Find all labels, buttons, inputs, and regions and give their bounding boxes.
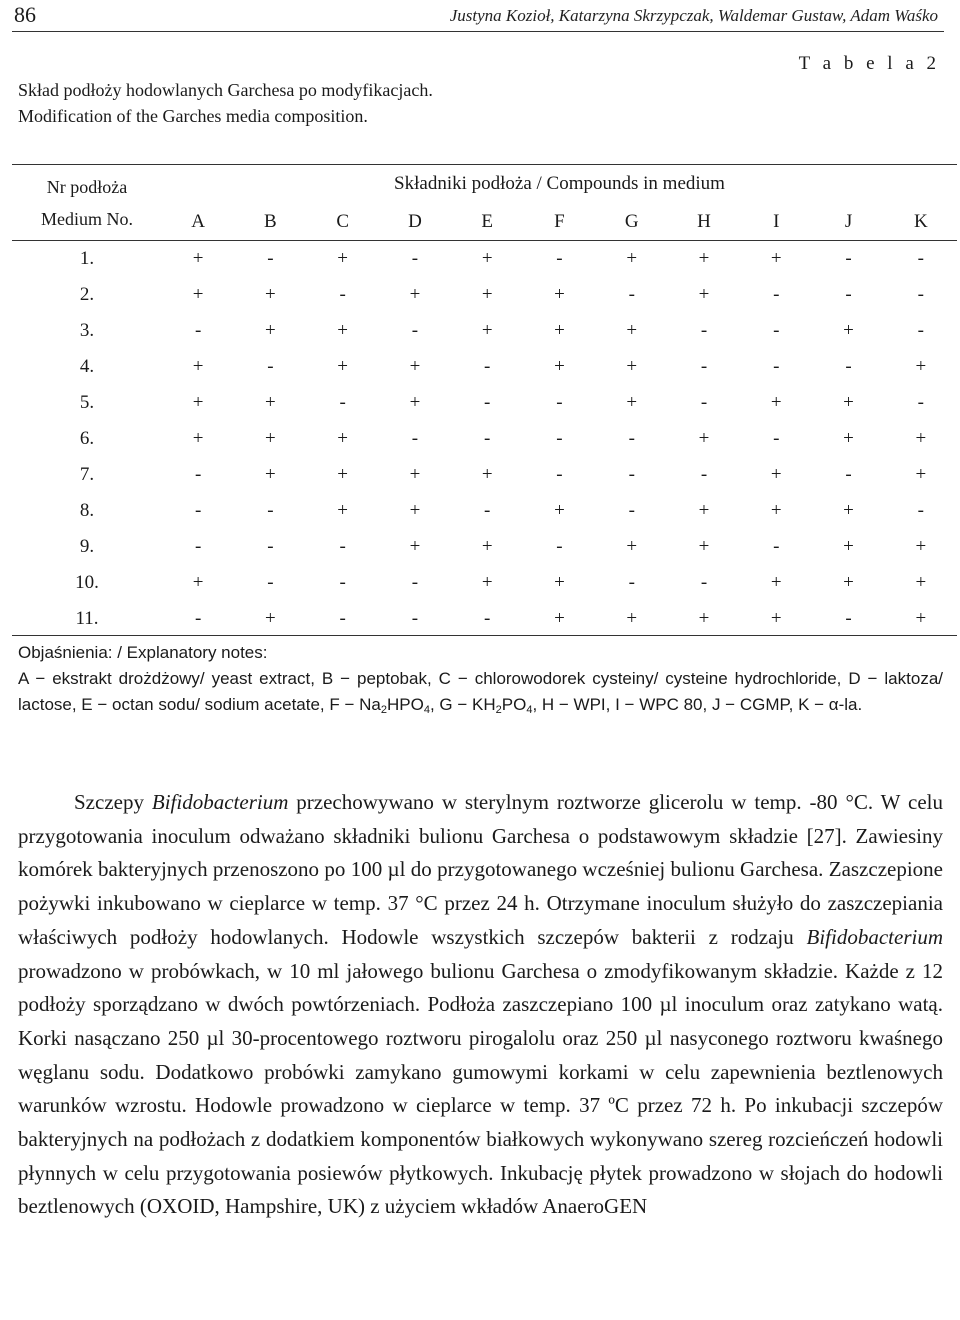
- medium-number: 9.: [79, 536, 95, 557]
- column-header: B: [264, 210, 277, 232]
- column-header: D: [408, 210, 422, 232]
- body-text-run: przechowywano w sterylnym roztworze glicerolu w temp. -80 °C. W celu przygotowania inoculum odważano składniki bulionu Garchesa o podstawowym składzie [27]. Zawiesiny komórek bakteryjnych przenoszono po 100 µl do przygotowanego wcześniej bulionu Garchesa. Zaszczepione pożywki inkubowano w cieplarce w temp. 37 °C przez 24 h. Otrzymane inoculum służyło do zaszczepiania właściwych podłoży hodowlanych. Hodowle wszystkich szczepów bakterii z rodzaju: [18, 790, 943, 949]
- table-cell: -: [773, 428, 780, 449]
- table-cell: -: [267, 572, 274, 593]
- table-cell: +: [554, 356, 565, 377]
- table-cell: +: [843, 392, 854, 413]
- medium-number: 7.: [79, 464, 95, 485]
- body-italic-genus: Bifidobacterium: [806, 924, 943, 949]
- notes-text: , H − WPI, I − WPC 80, J − CGMP, K − α-la.: [532, 695, 863, 714]
- table-cell: -: [628, 500, 635, 521]
- row-header-pl: Nr podłoża: [46, 176, 128, 197]
- table-cell: +: [626, 356, 638, 377]
- table-cell: +: [698, 248, 710, 269]
- table-cell: +: [915, 572, 927, 593]
- table-cell: +: [192, 392, 204, 413]
- table-cell: +: [481, 248, 493, 269]
- table-cell: -: [845, 608, 852, 629]
- table-cell: +: [192, 356, 204, 377]
- table-cell: -: [194, 320, 202, 341]
- table-cell: +: [915, 428, 927, 449]
- table-cell: +: [626, 320, 638, 341]
- table-cell: +: [626, 536, 638, 557]
- notes-sub: 2: [380, 704, 387, 716]
- body-text-run: prowadzono w probówkach, w 10 ml jałowego bulionu Garchesa o zmodyfikowanym składzie. Każde z 12 podłoży sporządzano w dwóch powtórzeniach. Podłoża zaszczepiano 100 µl inoculum oraz zatykano watą. Korki nasączano 250 µl 30-procentowego roztworu pirogalolu oraz 250 µl nasyconego roztworu kwaśnego węglanu sodu. Dodatkowo probówki zamykano gumowymi korkami w celu zapewnienia beztlenowych warunków wzrostu. Hodowle prowadzono w cieplarce w temp. 37 ºC przez 72 h. Po inkubacji szczepów bakteryjnych na podłożach z dodatkiem komponentów białkowych wykonywano szereg rozcieńczeń hodowli płynnych w celu przygotowania posiewów płytkowych. Inkubację płytek prowadzono w słojach do hodowli beztlenowych (OXOID, Hampshire, UK) z użyciem wkładów AnaeroGEN: [18, 958, 943, 1219]
- table-cell: -: [194, 536, 202, 557]
- table-cell: -: [194, 608, 202, 629]
- table-cell: +: [770, 500, 782, 521]
- table-row: [12, 421, 957, 457]
- table-cell: +: [265, 464, 276, 485]
- table-cell: +: [337, 428, 349, 449]
- column-header: G: [624, 210, 639, 232]
- table-cell: -: [700, 392, 708, 413]
- medium-number: 11.: [75, 608, 99, 629]
- table-cell: -: [484, 428, 491, 449]
- notes-text: , G − KH: [429, 695, 496, 714]
- table-cell: +: [626, 248, 638, 269]
- column-header: A: [191, 210, 205, 232]
- table-cell: -: [556, 248, 563, 269]
- medium-number: 3.: [79, 320, 95, 341]
- table-cell: +: [843, 320, 854, 341]
- table-cell: -: [628, 464, 635, 485]
- body-text-run: Szczepy: [74, 790, 152, 814]
- table-cell: +: [915, 464, 927, 485]
- notes-text: HPO: [387, 695, 424, 714]
- table-cell: +: [481, 284, 493, 305]
- table-cell: +: [337, 464, 349, 485]
- table-cell: +: [554, 608, 565, 629]
- table-cell: -: [917, 284, 924, 305]
- table-cell: -: [845, 356, 852, 377]
- table-row: [12, 277, 957, 313]
- medium-number: 6.: [79, 428, 95, 449]
- table-caption-pl: Skład podłoży hodowlanych Garchesa po modyfikacjach.: [18, 80, 433, 100]
- table-cell: -: [917, 392, 924, 413]
- table-cell: -: [484, 356, 491, 377]
- table-cell: -: [917, 320, 924, 341]
- table-row: [12, 493, 957, 529]
- table-cell: -: [411, 248, 419, 269]
- table-cell: +: [481, 572, 493, 593]
- table-cell: -: [917, 500, 924, 521]
- medium-number: 2.: [79, 284, 95, 305]
- column-header: F: [554, 210, 565, 232]
- table-row: [12, 565, 957, 601]
- table-cell: -: [628, 572, 635, 593]
- table-cell: +: [770, 572, 782, 593]
- table-cell: -: [556, 464, 563, 485]
- table-cell: +: [192, 248, 204, 269]
- explanatory-notes: [18, 640, 943, 723]
- table-cell: +: [265, 608, 276, 629]
- table-cell: -: [339, 536, 346, 557]
- table-cell: +: [843, 428, 854, 449]
- table-cell: +: [337, 320, 349, 341]
- table-cell: +: [554, 284, 565, 305]
- table-cell: +: [481, 464, 493, 485]
- notes-title: Objaśnienia: / Explanatory notes:: [18, 643, 268, 662]
- table-cell: -: [484, 608, 491, 629]
- table-cell: -: [267, 356, 274, 377]
- table-cell: +: [770, 248, 782, 269]
- table-row: [12, 457, 957, 493]
- table-cell: -: [845, 248, 852, 269]
- table-cell: -: [411, 608, 419, 629]
- table-caption-en: Modification of the Garches media composition.: [18, 106, 368, 126]
- table-cell: +: [265, 392, 276, 413]
- table-cell: +: [915, 356, 927, 377]
- table-cell: +: [409, 356, 421, 377]
- medium-number: 8.: [79, 500, 95, 521]
- table-cell: +: [337, 500, 349, 521]
- table-cell: -: [773, 356, 780, 377]
- table-cell: +: [265, 428, 276, 449]
- table-cell: +: [626, 608, 638, 629]
- table-row: [12, 313, 957, 349]
- table-cell: -: [339, 572, 346, 593]
- table-cell: +: [192, 284, 204, 305]
- page-number: 86: [14, 2, 36, 27]
- notes-body: [18, 666, 943, 723]
- table-cell: -: [700, 320, 708, 341]
- table-cell: +: [409, 392, 421, 413]
- table-row: [12, 349, 957, 385]
- table-cell: +: [481, 536, 493, 557]
- table-cell: -: [411, 572, 419, 593]
- table-cell: -: [556, 428, 563, 449]
- body-paragraph: [18, 786, 943, 1224]
- table-cell: -: [194, 500, 202, 521]
- running-header-authors: Justyna Kozioł, Katarzyna Skrzypczak, Waldemar Gustaw, Adam Waśko: [449, 6, 938, 25]
- column-header: H: [697, 210, 711, 232]
- table-cell: -: [556, 536, 563, 557]
- group-header: Składniki podłoża / Compounds in medium: [394, 173, 725, 194]
- table-cell: +: [554, 500, 565, 521]
- table-cell: -: [556, 392, 563, 413]
- table-cell: +: [770, 608, 782, 629]
- composition-table: [12, 164, 957, 636]
- table-cell: -: [484, 392, 491, 413]
- table-cell: +: [265, 320, 276, 341]
- table-cell: -: [267, 248, 274, 269]
- table-cell: +: [698, 284, 710, 305]
- table-cell: +: [770, 392, 782, 413]
- table-cell: -: [845, 464, 852, 485]
- table-cell: +: [265, 284, 276, 305]
- table-row: [12, 385, 957, 421]
- table-label: T a b e l a 2: [798, 53, 940, 74]
- table-cell: -: [700, 464, 708, 485]
- notes-sub: 4: [423, 704, 430, 716]
- table-cell: +: [192, 572, 204, 593]
- table-cell: +: [698, 536, 710, 557]
- body-text: [18, 786, 943, 1224]
- row-header-en: Medium No.: [41, 208, 133, 229]
- table-row: [12, 601, 957, 637]
- column-header: J: [844, 210, 853, 232]
- table-cell: -: [845, 284, 852, 305]
- table-cell: +: [698, 428, 710, 449]
- table-cell: +: [843, 500, 854, 521]
- row-header: [12, 165, 162, 241]
- notes-sub: 2: [495, 704, 502, 716]
- table-cell: +: [698, 608, 710, 629]
- table-cell: +: [192, 428, 204, 449]
- table-cell: -: [339, 284, 346, 305]
- table-cell: +: [915, 536, 927, 557]
- table-cell: +: [409, 500, 421, 521]
- column-header: C: [336, 210, 349, 232]
- table-cell: +: [698, 500, 710, 521]
- table-cell: -: [773, 536, 780, 557]
- table-cell: +: [554, 320, 565, 341]
- medium-number: 5.: [79, 392, 95, 413]
- table-cell: -: [267, 500, 274, 521]
- table-cell: +: [843, 572, 854, 593]
- notes-text: PO: [501, 695, 527, 714]
- table-cell: +: [626, 392, 638, 413]
- table-cell: +: [481, 320, 493, 341]
- header-rule: [12, 31, 944, 32]
- table-cell: +: [770, 464, 782, 485]
- table-cell: -: [700, 356, 708, 377]
- notes-sub: 4: [526, 704, 533, 716]
- medium-number: 4.: [79, 356, 95, 377]
- table-cell: +: [409, 464, 421, 485]
- table-cell: +: [337, 248, 349, 269]
- table-cell: +: [554, 572, 565, 593]
- table-cell: -: [628, 428, 635, 449]
- body-italic-genus: Bifidobacterium: [151, 790, 289, 814]
- table-cell: -: [773, 320, 780, 341]
- notes-text: A − ekstrakt drożdżowy/ yeast extract, B − peptobak, C − chlorowodorek cysteiny/ cysteine hydrochloride, D − laktoza/ lactose, E − octan sodu/ sodium acetate, F − Na: [18, 669, 943, 714]
- table-cell: +: [915, 608, 927, 629]
- table-cell: +: [843, 536, 854, 557]
- table-cell: -: [484, 500, 491, 521]
- table-cell: -: [194, 464, 202, 485]
- table-cell: -: [773, 284, 780, 305]
- column-header: I: [773, 210, 780, 232]
- table-row: [12, 241, 957, 278]
- table-cell: -: [700, 572, 708, 593]
- table-cell: +: [337, 356, 349, 377]
- column-header: K: [913, 210, 928, 232]
- medium-number: 1.: [79, 248, 95, 269]
- table-cell: -: [339, 608, 346, 629]
- column-header: E: [481, 210, 493, 232]
- table-row: [12, 529, 957, 565]
- table-cell: -: [339, 392, 346, 413]
- table-cell: +: [409, 536, 421, 557]
- table-cell: -: [411, 320, 419, 341]
- table-cell: -: [411, 428, 419, 449]
- table-cell: -: [917, 248, 924, 269]
- table-cell: +: [409, 284, 421, 305]
- table-cell: -: [267, 536, 274, 557]
- table-cell: -: [628, 284, 635, 305]
- medium-number: 10.: [75, 572, 99, 593]
